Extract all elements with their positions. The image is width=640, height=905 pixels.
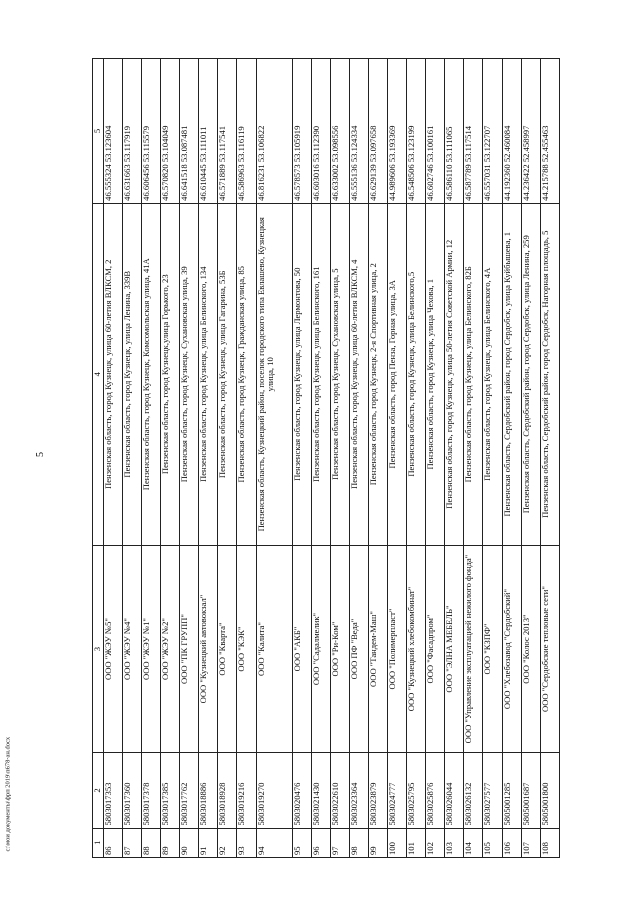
table-row [199, 59, 218, 858]
table-row [445, 59, 464, 858]
address-cell: Пензенская область, Сердобский район, город Сердобск, улица Куйбышева, 1 [502, 203, 521, 545]
address-cell: Пензенская область, город Кузнецк, улица Ленина, 339В [123, 203, 142, 545]
address-cell: Пензенская область, город Кузнецк, 2-я Спортивная улица, 2 [369, 203, 388, 545]
inn-cell: 5803017762 [180, 753, 199, 828]
address-cell: Пензенская область, город Кузнецк, улица 50-летия Советской Армии, 12 [445, 203, 464, 545]
row-number: 93 [237, 828, 256, 857]
coordinates-cell: 46.586110 53.111065 [445, 59, 464, 204]
row-number: 102 [426, 828, 445, 857]
organization-cell: ООО "Управление эксплуатацией нежилого фонда" [464, 545, 483, 753]
coordinates-cell: 46.641518 53.087481 [180, 59, 199, 204]
page-number: 5 [35, 452, 46, 457]
table-row [142, 59, 161, 858]
table-row [464, 59, 483, 858]
row-number: 95 [292, 828, 311, 857]
organization-cell: ООО "Калита" [256, 545, 292, 753]
table-row [237, 59, 256, 858]
inn-cell: 5803018886 [199, 753, 218, 828]
inn-cell: 5803018928 [218, 753, 237, 828]
inn-cell: 5803017385 [161, 753, 180, 828]
address-cell: Пензенская область, город Кузнецк, Сухановская улица, 5 [330, 203, 349, 545]
table-row [483, 59, 502, 858]
coordinates-cell: 46.602746 53.100161 [426, 59, 445, 204]
organization-cell: ООО ПФ "Веда" [350, 545, 369, 753]
coordinates-cell: 46.548506 53.123199 [407, 59, 426, 204]
column-header: 2 [93, 753, 104, 828]
coordinates-cell: 44.215788 52.455463 [540, 59, 559, 204]
organization-cell: ООО "ПК ГРУПП" [180, 545, 199, 753]
address-cell: Пензенская область, город Кузнецк, улица Белинского, 134 [199, 203, 218, 545]
organization-cell: ООО "ЖЭУ №1" [142, 545, 161, 753]
address-cell: Пензенская область, город Кузнецк, улица Лермонтова, 50 [292, 203, 311, 545]
organization-cell: ООО "Фасадпром" [426, 545, 445, 753]
row-number: 89 [161, 828, 180, 857]
row-number: 87 [123, 828, 142, 857]
address-cell: Пензенская область, Сердобский район, город Сердобск, Нагорная площадь, 5 [540, 203, 559, 545]
inn-cell: 5803025795 [407, 753, 426, 828]
table-row [161, 59, 180, 858]
organization-cell: ООО "Тандем-Маш" [369, 545, 388, 753]
table-row [104, 59, 123, 858]
address-cell: Пензенская область, Кузнецкий район, поселок городского типа Евлашево, Кузнецкая улица, 10 [256, 203, 292, 545]
address-cell: Пензенская область, город Кузнецк, улица Белинского,5 [407, 203, 426, 545]
table-row [311, 59, 330, 858]
address-cell: Пензенская область, Сердобский район, город Сердобск, улица Ленина, 259 [521, 203, 540, 545]
inn-cell: 5803017360 [123, 753, 142, 828]
organization-cell: ООО "Сердобские тепловые сети" [540, 545, 559, 753]
address-cell: Пензенская область, город Кузнецк, улица 60-летия ВЛКСМ, 4 [350, 203, 369, 545]
address-cell: Пензенская область, город Кузнецк, улица Белинского, 161 [311, 203, 330, 545]
footer-file-path: c:\мои документы\фрп 2019\п678-ан.docx [4, 736, 12, 852]
row-number: 98 [350, 828, 369, 857]
table-row [407, 59, 426, 858]
coordinates-cell: 44.192360 52.460084 [502, 59, 521, 204]
inn-cell: 5803026044 [445, 753, 464, 828]
organization-cell: ООО "Кварта" [218, 545, 237, 753]
table-body [104, 59, 560, 858]
row-number: 103 [445, 828, 464, 857]
organization-cell: ООО "Колос 2013" [521, 545, 540, 753]
row-number: 92 [218, 828, 237, 857]
row-number: 100 [388, 828, 407, 857]
table-row [256, 59, 292, 858]
organization-cell: ООО "Хлебозавод "Сердобский" [502, 545, 521, 753]
coordinates-cell: 46.816231 53.106822 [256, 59, 292, 204]
row-number: 101 [407, 828, 426, 857]
inn-cell: 5803025876 [426, 753, 445, 828]
inn-cell: 5805001687 [521, 753, 540, 828]
registry-table-frame [92, 58, 560, 858]
column-header: 3 [93, 545, 104, 753]
address-cell: Пензенская область, город Кузнецк, улица Белинского, 4А [483, 203, 502, 545]
row-number: 94 [256, 828, 292, 857]
coordinates-cell: 46.631663 53.117919 [123, 59, 142, 204]
coordinates-cell: 46.633002 53.098556 [330, 59, 349, 204]
inn-cell: 5803023364 [350, 753, 369, 828]
organization-cell: ООО "ЖЭУ №2" [161, 545, 180, 753]
coordinates-cell: 46.570820 53.104049 [161, 59, 180, 204]
inn-cell: 5803026132 [464, 753, 483, 828]
row-number: 96 [311, 828, 330, 857]
row-number: 91 [199, 828, 218, 857]
coordinates-cell: 44.989606 53.193369 [388, 59, 407, 204]
registry-table [92, 58, 560, 858]
address-cell: Пензенская область, город Кузнецк, Гражданская улица, 85 [237, 203, 256, 545]
coordinates-cell: 46.587789 53.117514 [464, 59, 483, 204]
table-row [330, 59, 349, 858]
address-cell: Пензенская область, город Кузнецк, улица Гагарина, 53Б [218, 203, 237, 545]
table-row [540, 59, 559, 858]
table-row [180, 59, 199, 858]
coordinates-cell: 44.236422 52.458997 [521, 59, 540, 204]
table-row [123, 59, 142, 858]
organization-cell: ООО "АКБ" [292, 545, 311, 753]
address-cell: Пензенская область, город Кузнецк, Сухановская улица, 39 [180, 203, 199, 545]
address-cell: Пензенская область, город Кузнецк, улица Чехова, 1 [426, 203, 445, 545]
row-number: 97 [330, 828, 349, 857]
inn-cell: 5805001800 [540, 753, 559, 828]
organization-cell: ООО "Кузнецкий автовокзал" [199, 545, 218, 753]
organization-cell: ООО "Садалмелик" [311, 545, 330, 753]
organization-cell: ООО "ЖЭУ №4" [123, 545, 142, 753]
coordinates-cell: 46.606456 53.115579 [142, 59, 161, 204]
address-cell: Пензенская область, город Кузнецк, Комсомольская улица, 41А [142, 203, 161, 545]
table-row [426, 59, 445, 858]
column-header: 4 [93, 203, 104, 545]
inn-cell: 5803020476 [292, 753, 311, 828]
row-number: 107 [521, 828, 540, 857]
table-row [292, 59, 311, 858]
column-header: 1 [93, 828, 104, 857]
row-number: 90 [180, 828, 199, 857]
inn-cell: 5803023879 [369, 753, 388, 828]
table-row [218, 59, 237, 858]
table-row [369, 59, 388, 858]
coordinates-cell: 46.555136 53.124334 [350, 59, 369, 204]
inn-cell: 5803022610 [330, 753, 349, 828]
inn-cell: 5803027577 [483, 753, 502, 828]
coordinates-cell: 46.555324 53.123604 [104, 59, 123, 204]
inn-cell: 5803017353 [104, 753, 123, 828]
organization-cell: ООО "Ри-Ком" [330, 545, 349, 753]
address-cell: Пензенская область, город Кузнецк, улица 60-летия ВЛКСМ, 2 [104, 203, 123, 545]
organization-cell: ООО "КЭК" [237, 545, 256, 753]
organization-cell: ООО "Кузнецкий хлебокомбинат" [407, 545, 426, 753]
inn-cell: 5803019216 [237, 753, 256, 828]
coordinates-cell: 46.629139 53.097658 [369, 59, 388, 204]
table-row [502, 59, 521, 858]
organization-cell: ООО "ЖЭУ №5" [104, 545, 123, 753]
organization-cell: ООО "КЗПФ" [483, 545, 502, 753]
address-cell: Пензенская область, город Кузнецк,улица Горького, 23 [161, 203, 180, 545]
row-number: 108 [540, 828, 559, 857]
inn-cell: 5803024777 [388, 753, 407, 828]
coordinates-cell: 46.586963 53.116119 [237, 59, 256, 204]
inn-cell: 5803021430 [311, 753, 330, 828]
inn-cell: 5803017378 [142, 753, 161, 828]
inn-cell: 5805001285 [502, 753, 521, 828]
coordinates-cell: 46.557031 53.122707 [483, 59, 502, 204]
address-cell: Пензенская область, город Пенза, Горная улица, 3А [388, 203, 407, 545]
row-number: 104 [464, 828, 483, 857]
row-number: 106 [502, 828, 521, 857]
column-header: 5 [93, 59, 104, 204]
row-number: 105 [483, 828, 502, 857]
coordinates-cell: 46.603016 53.112390 [311, 59, 330, 204]
table-row [521, 59, 540, 858]
coordinates-cell: 46.578573 53.105919 [292, 59, 311, 204]
organization-cell: ООО "Полимерпласт" [388, 545, 407, 753]
inn-cell: 5803019270 [256, 753, 292, 828]
table-row [388, 59, 407, 858]
organization-cell: ООО "ЭЛНА МЕБЕЛЬ" [445, 545, 464, 753]
address-cell: Пензенская область, город Кузнецк, улица Белинского, 82Б [464, 203, 483, 545]
header-row [93, 59, 104, 858]
row-number: 88 [142, 828, 161, 857]
table-row [350, 59, 369, 858]
coordinates-cell: 46.610445 53.111011 [199, 59, 218, 204]
row-number: 86 [104, 828, 123, 857]
row-number: 99 [369, 828, 388, 857]
coordinates-cell: 46.571889 53.117541 [218, 59, 237, 204]
